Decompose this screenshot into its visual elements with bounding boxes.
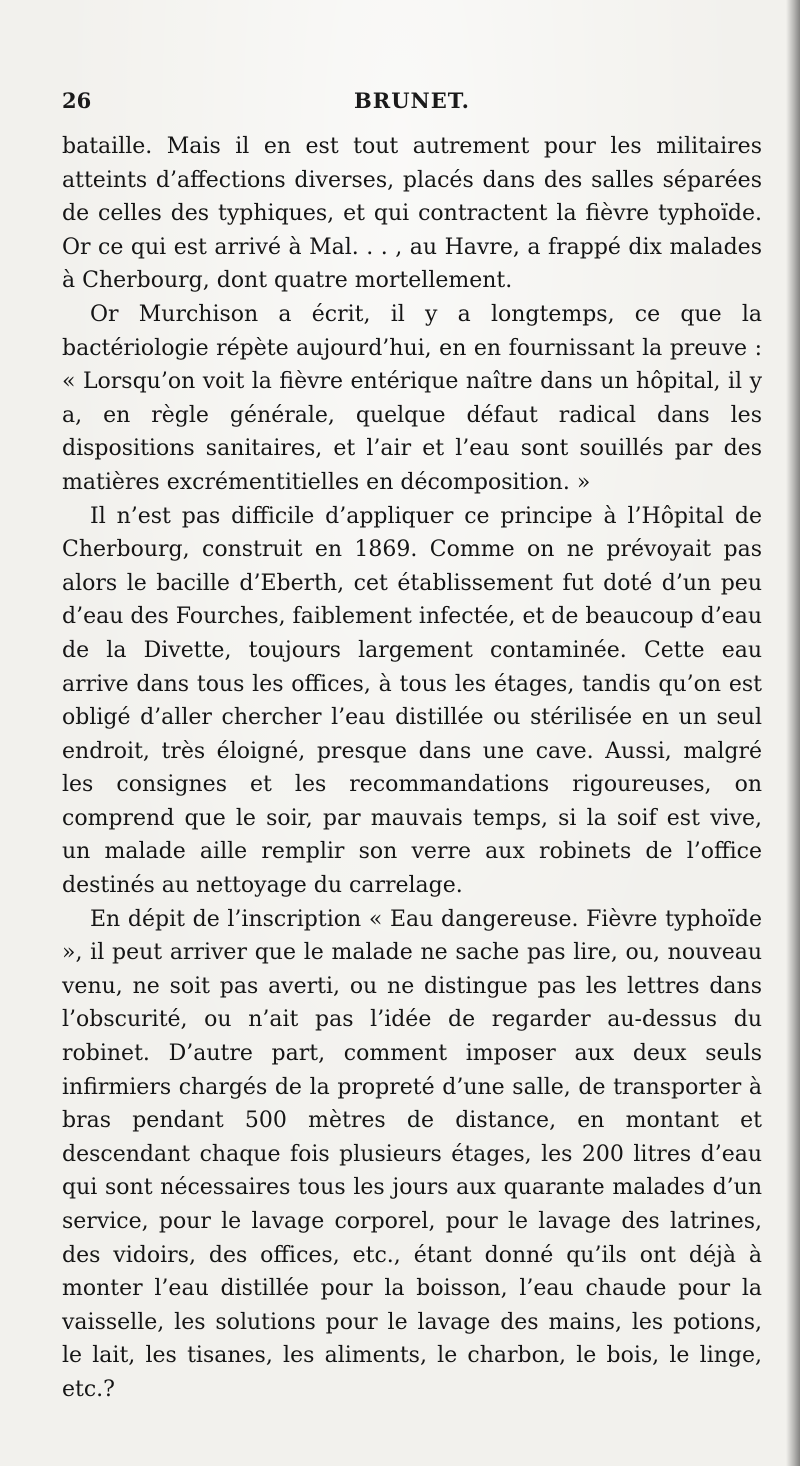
paragraph-1: bataille. Mais il en est tout autrement pour les militaires atteints d’affections diverses, placés dans des salles séparées de celles des typhiques, et qui contractent la fièvre typhoïde. Or ce qui est arrivé à Mal. . . , au Havre, a frappé dix malades à Cherbourg, dont quatre mortellement. — [62, 134, 762, 294]
page-edge-shadow — [786, 0, 800, 1466]
page-header — [62, 88, 762, 118]
body-text — [62, 130, 762, 1407]
paragraph-4: En dépit de l’inscription « Eau dangereuse. Fièvre typhoïde », il peut arriver que le malade ne sache pas lire, ou, nouveau venu, ne soit pas averti, ou ne distingue pas les lettres dans l’obscurité, ou n’ait pas l’idée de regarder au-dessus du robinet. D’autre part, comment imposer aux deux seuls infirmiers chargés de la propreté d’une salle, de transporter à bras pendant 500 mètres de distance, en montant et descendant chaque fois plusieurs étages, les 200 litres d’eau qui sont nécessaires tous les jours aux quarante malades d’un service, pour le lavage corporel, pour le lavage des latrines, des vidoirs, des offices, etc., étant donné qu’ils ont déjà à monter l’eau distillée pour la boisson, l’eau chaude pour la vaisselle, les solutions pour le lavage des mains, les potions, le lait, les tisanes, les aliments, le charbon, le bois, le linge, etc.? — [62, 906, 762, 1402]
paragraph-2: Or Murchison a écrit, il y a longtemps, ce que la bactériologie répète aujourd’hui, en en fournissant la preuve : « Lorsqu’on voit la fièvre entérique naître dans un hôpital, il y a, en règle générale, quelque défaut radical dans les dispositions sanitaires, et l’air et l’eau sont souillés par des matières excrémentitielles en décomposition. » — [62, 301, 762, 495]
paragraph-3: Il n’est pas difficile d’appliquer ce principe à l’Hôpital de Cherbourg, construit en 1869. Comme on ne prévoyait pas alors le bacille d’Eberth, cet établissement fut doté d’un peu d’eau des Fourches, faiblement infectée, et de beaucoup d’eau de la Divette, toujours largement contaminée. Cette eau arrive dans tous les offices, à tous les étages, tandis qu’on est obligé d’aller chercher l’eau distillée ou stérilisée en un seul endroit, très éloigné, presque dans une cave. Aussi, malgré les consignes et les recommandations rigoureuses, on comprend que le soir, par mauvais temps, si la soif est vive, un malade aille remplir son verre aux robinets de l’office destinés au nettoyage du carrelage. — [62, 503, 762, 899]
page-number: 26 — [62, 88, 92, 113]
running-head: BRUNET. — [354, 88, 470, 113]
